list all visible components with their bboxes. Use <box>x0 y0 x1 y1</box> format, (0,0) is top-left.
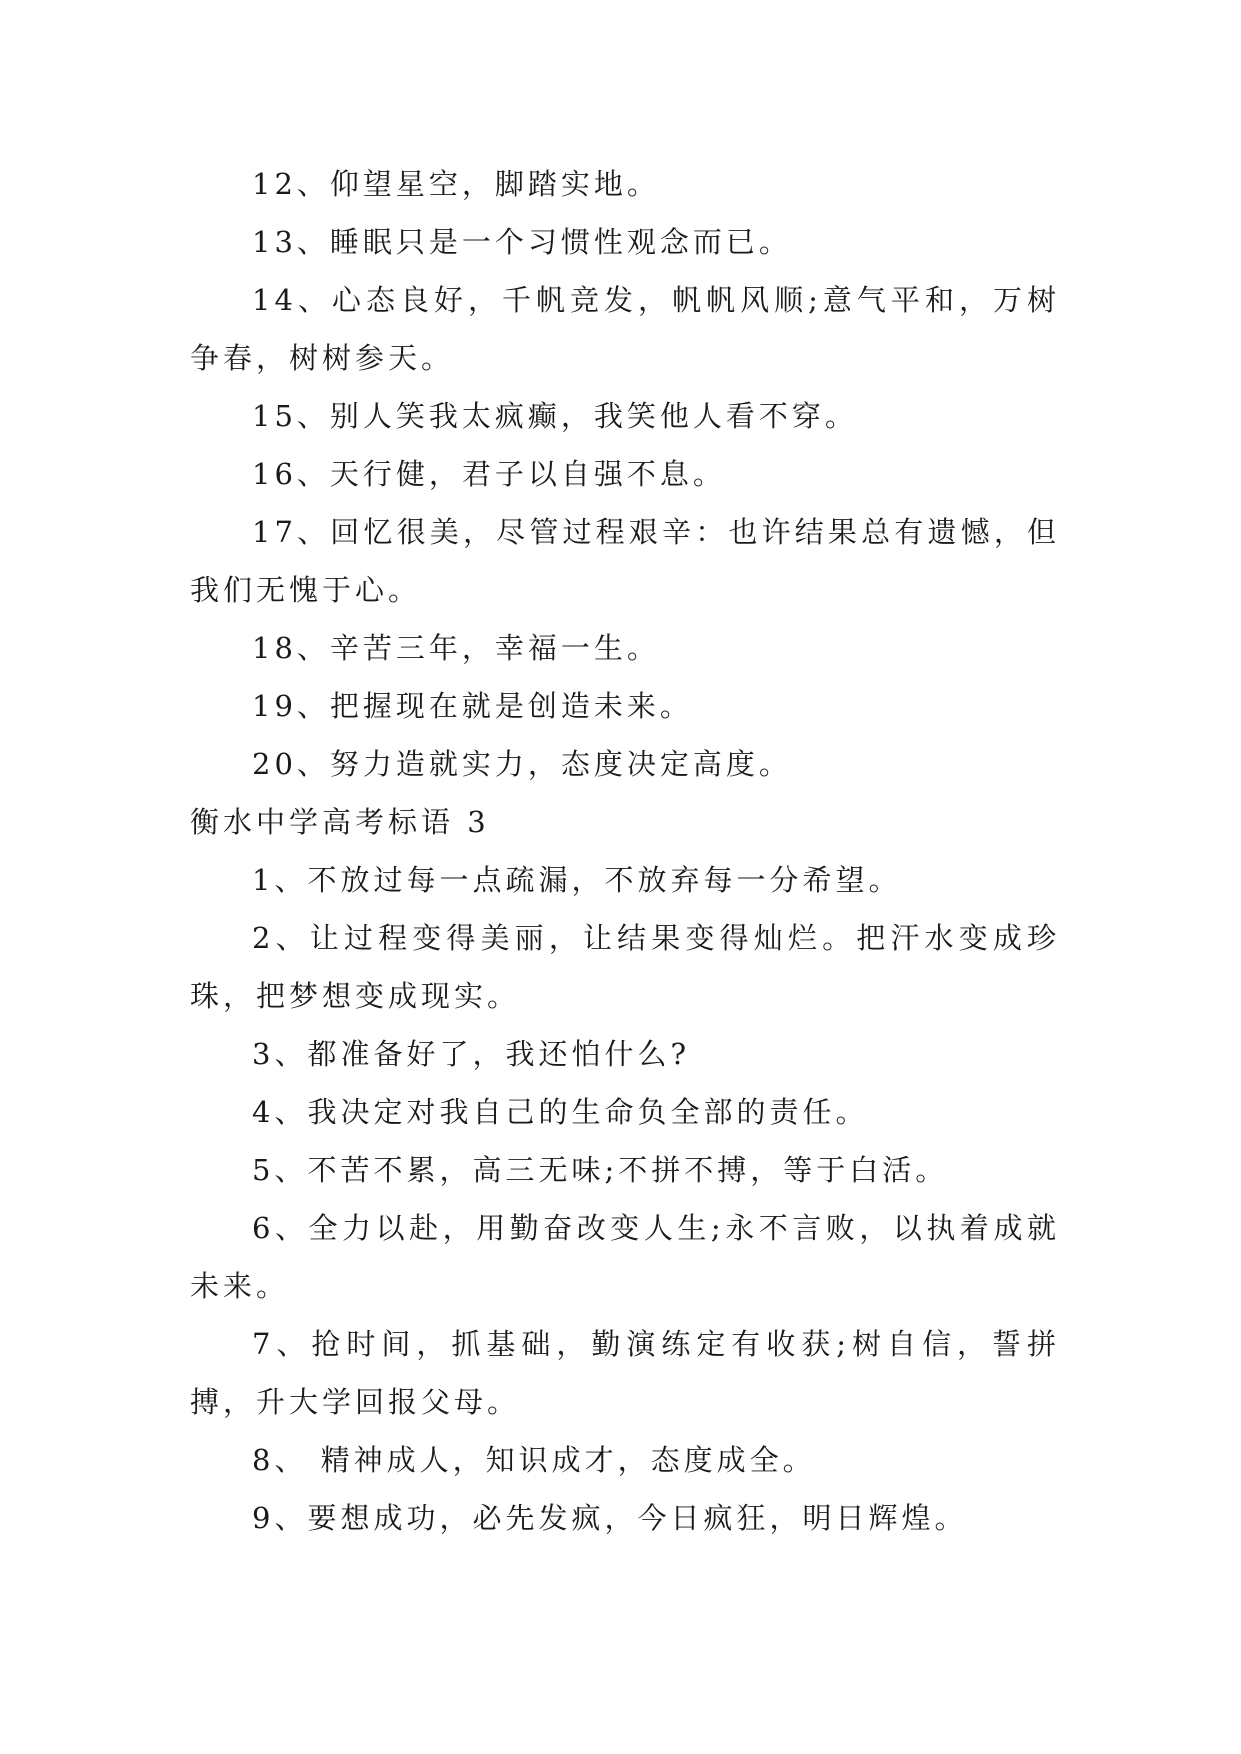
list-item: 14、心态良好，千帆竞发，帆帆风顺;意气平和，万树争春，树树参天。 <box>190 283 1060 375</box>
list-item: 15、别人笑我太疯癫，我笑他人看不穿。 <box>252 399 858 433</box>
list-item: 1、不放过每一点疏漏，不放弃每一分希望。 <box>252 863 902 897</box>
document-body <box>190 155 1060 1547</box>
section-heading: 衡水中学高考标语 3 <box>190 805 490 839</box>
list-item: 18、辛苦三年，幸福一生。 <box>252 631 660 665</box>
list-item: 17、回忆很美，尽管过程艰辛：也许结果总有遗憾，但我们无愧于心。 <box>190 515 1060 607</box>
list-item: 8、 精神成人，知识成才，态度成全。 <box>252 1443 816 1477</box>
list-item: 19、把握现在就是创造未来。 <box>252 689 693 723</box>
list-item: 12、仰望星空，脚踏实地。 <box>252 167 660 201</box>
list-item: 5、不苦不累，高三无味;不拼不搏，等于白活。 <box>252 1153 949 1187</box>
list-item: 7、抢时间，抓基础，勤演练定有收获;树自信，誓拼搏，升大学回报父母。 <box>190 1327 1060 1419</box>
list-item: 9、要想成功，必先发疯，今日疯狂，明日辉煌。 <box>252 1501 968 1535</box>
list-item: 13、睡眠只是一个习惯性观念而已。 <box>252 225 792 259</box>
list-item: 20、努力造就实力，态度决定高度。 <box>252 747 792 781</box>
list-item: 6、全力以赴，用勤奋改变人生;永不言败，以执着成就未来。 <box>190 1211 1060 1303</box>
list-item: 3、都准备好了，我还怕什么? <box>252 1037 690 1071</box>
list-item: 16、天行健，君子以自强不息。 <box>252 457 726 491</box>
list-item: 4、我决定对我自己的生命负全部的责任。 <box>252 1095 869 1129</box>
list-item: 2、让过程变得美丽，让结果变得灿烂。把汗水变成珍珠，把梦想变成现实。 <box>190 921 1060 1013</box>
